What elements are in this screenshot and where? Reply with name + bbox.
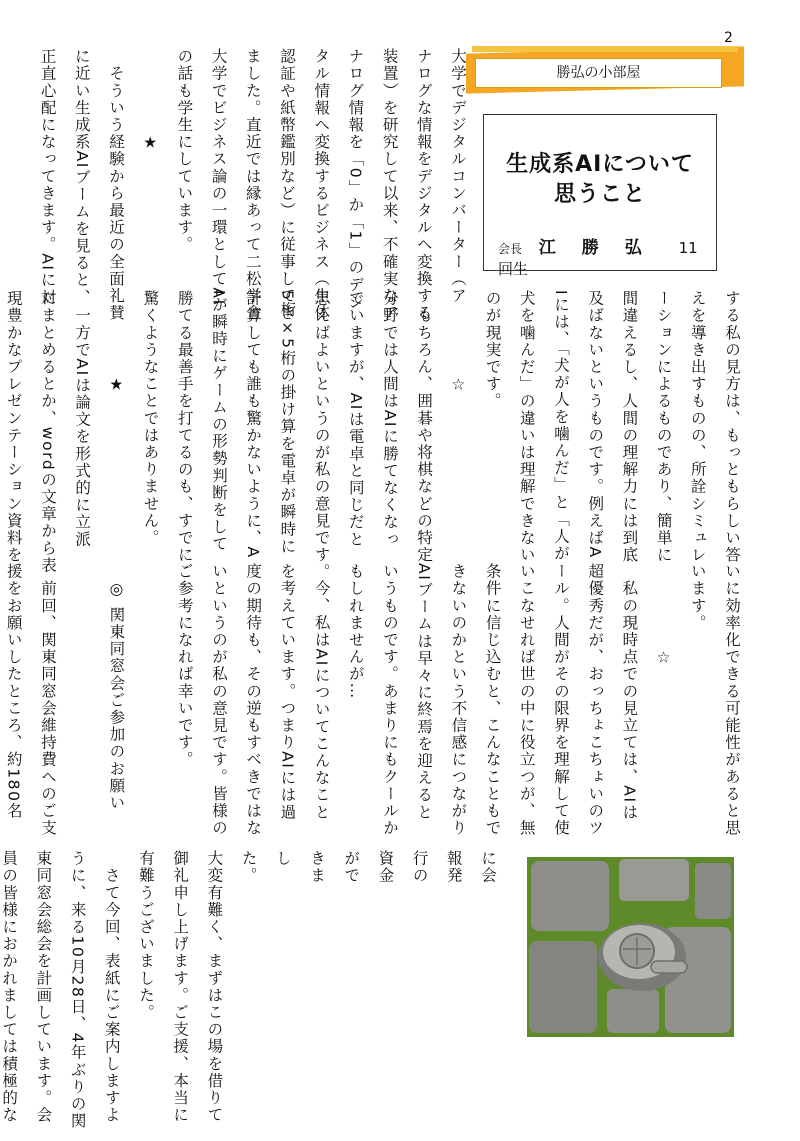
page-number: 2 [724,30,733,46]
article-text-column-2: する私の見方は、もっともらしい答 えを導き出すものの、所詮シミュレ ーションによるものであり、簡単に 間違えるし、人間の理解力には到底 及ばないというものです。例えばA Iには、「犬が人を噛んだ」と「人が 犬を噛んだ」の違いは理解できない のが現実です。 ☆ もちろん、囲碁や将棋などの特定 分野では人間はAIに勝てなくなっ ていますが、AIは電卓と同じだと 思えばよいというのが私の意見です。 5桁×5桁の掛け算を電卓が瞬時に 計算しても誰も驚かないように、A Iが瞬時にゲームの形勢判断をして 勝てる最善手を打てるのも、すでに 驚くようなことではありません。 ★ 一方でAIは論文を形式的に立派 にまとめるとか、wordの文章から表 現豊かなプレゼンテーション資料を [4,290,741,581]
article-text-column-3: いに効率化できる可能性があると思 います。 ☆ 私の現時点での見立ては、AIは 超優秀だが、おっちょこちょいのツ ール。人間がその限界を理解して使 いこなせれば世の中に役立つが、無 条件に信じ込むと、こんなこともで きないのかという不信感につながり AIブームは早々に終焉を迎えると いうものです。あまりにもクールか もしれませんが… 今、私はAIについてこんなこと を考えています。つまりAIには過 度の期待も、その逆もすべきではな いというのが私の意見です。皆様の ご参考になれば幸いです。 ◎ 関東同窓会ご参加のお願い 前回、関東同窓会維持費へのご支 援をお願いしたところ、約180名 [4,563,741,837]
series-title: 勝弘の小部屋 [475,58,722,88]
article-title-box [483,114,717,278]
manhole-stone-photo [527,857,734,1037]
author-name: 江勝弘 [538,238,668,258]
header-ribbon-accent [472,46,738,52]
article-text-column-4: に会 報発 行の 資金 がで きま し た。 大変有難く、まずはこの場を借りて 御礼申し上げます。ご支援、本当に 有難うございました。 さて今回、表紙にご案内しますよ うに、来る10月28日、4年ぶりの関 東同窓会総会を計画しています。会 員の皆様におかれましては積極的な [0,850,497,1130]
author-generation: 11回生 [498,239,698,278]
photo-illustration [527,857,734,1037]
article-text-column-1: 大学でデジタルコンバーター（ア ナログな情報をデジタルへ変換する 装置）を研究して以来、不確実なア ナログ情報を「0」か「1」のデジ タル情報へ変換するビジネス（生体 認証や紙幣鑑別など）に従事してき ました。直近では縁あって二松学舎 大学でビジネス論の一環としてAI の話も学生にしています。 ★ そういう経験から最近の全面礼賛 に近い生成系AIブームを見ると、 正直心配になってきます。AIに対 [38,48,467,322]
author-role: 会長 [498,242,523,256]
article-title-line2: 思うこと [553,182,646,207]
byline [498,233,708,279]
article-title-line1: 生成系AIについて [506,152,694,177]
